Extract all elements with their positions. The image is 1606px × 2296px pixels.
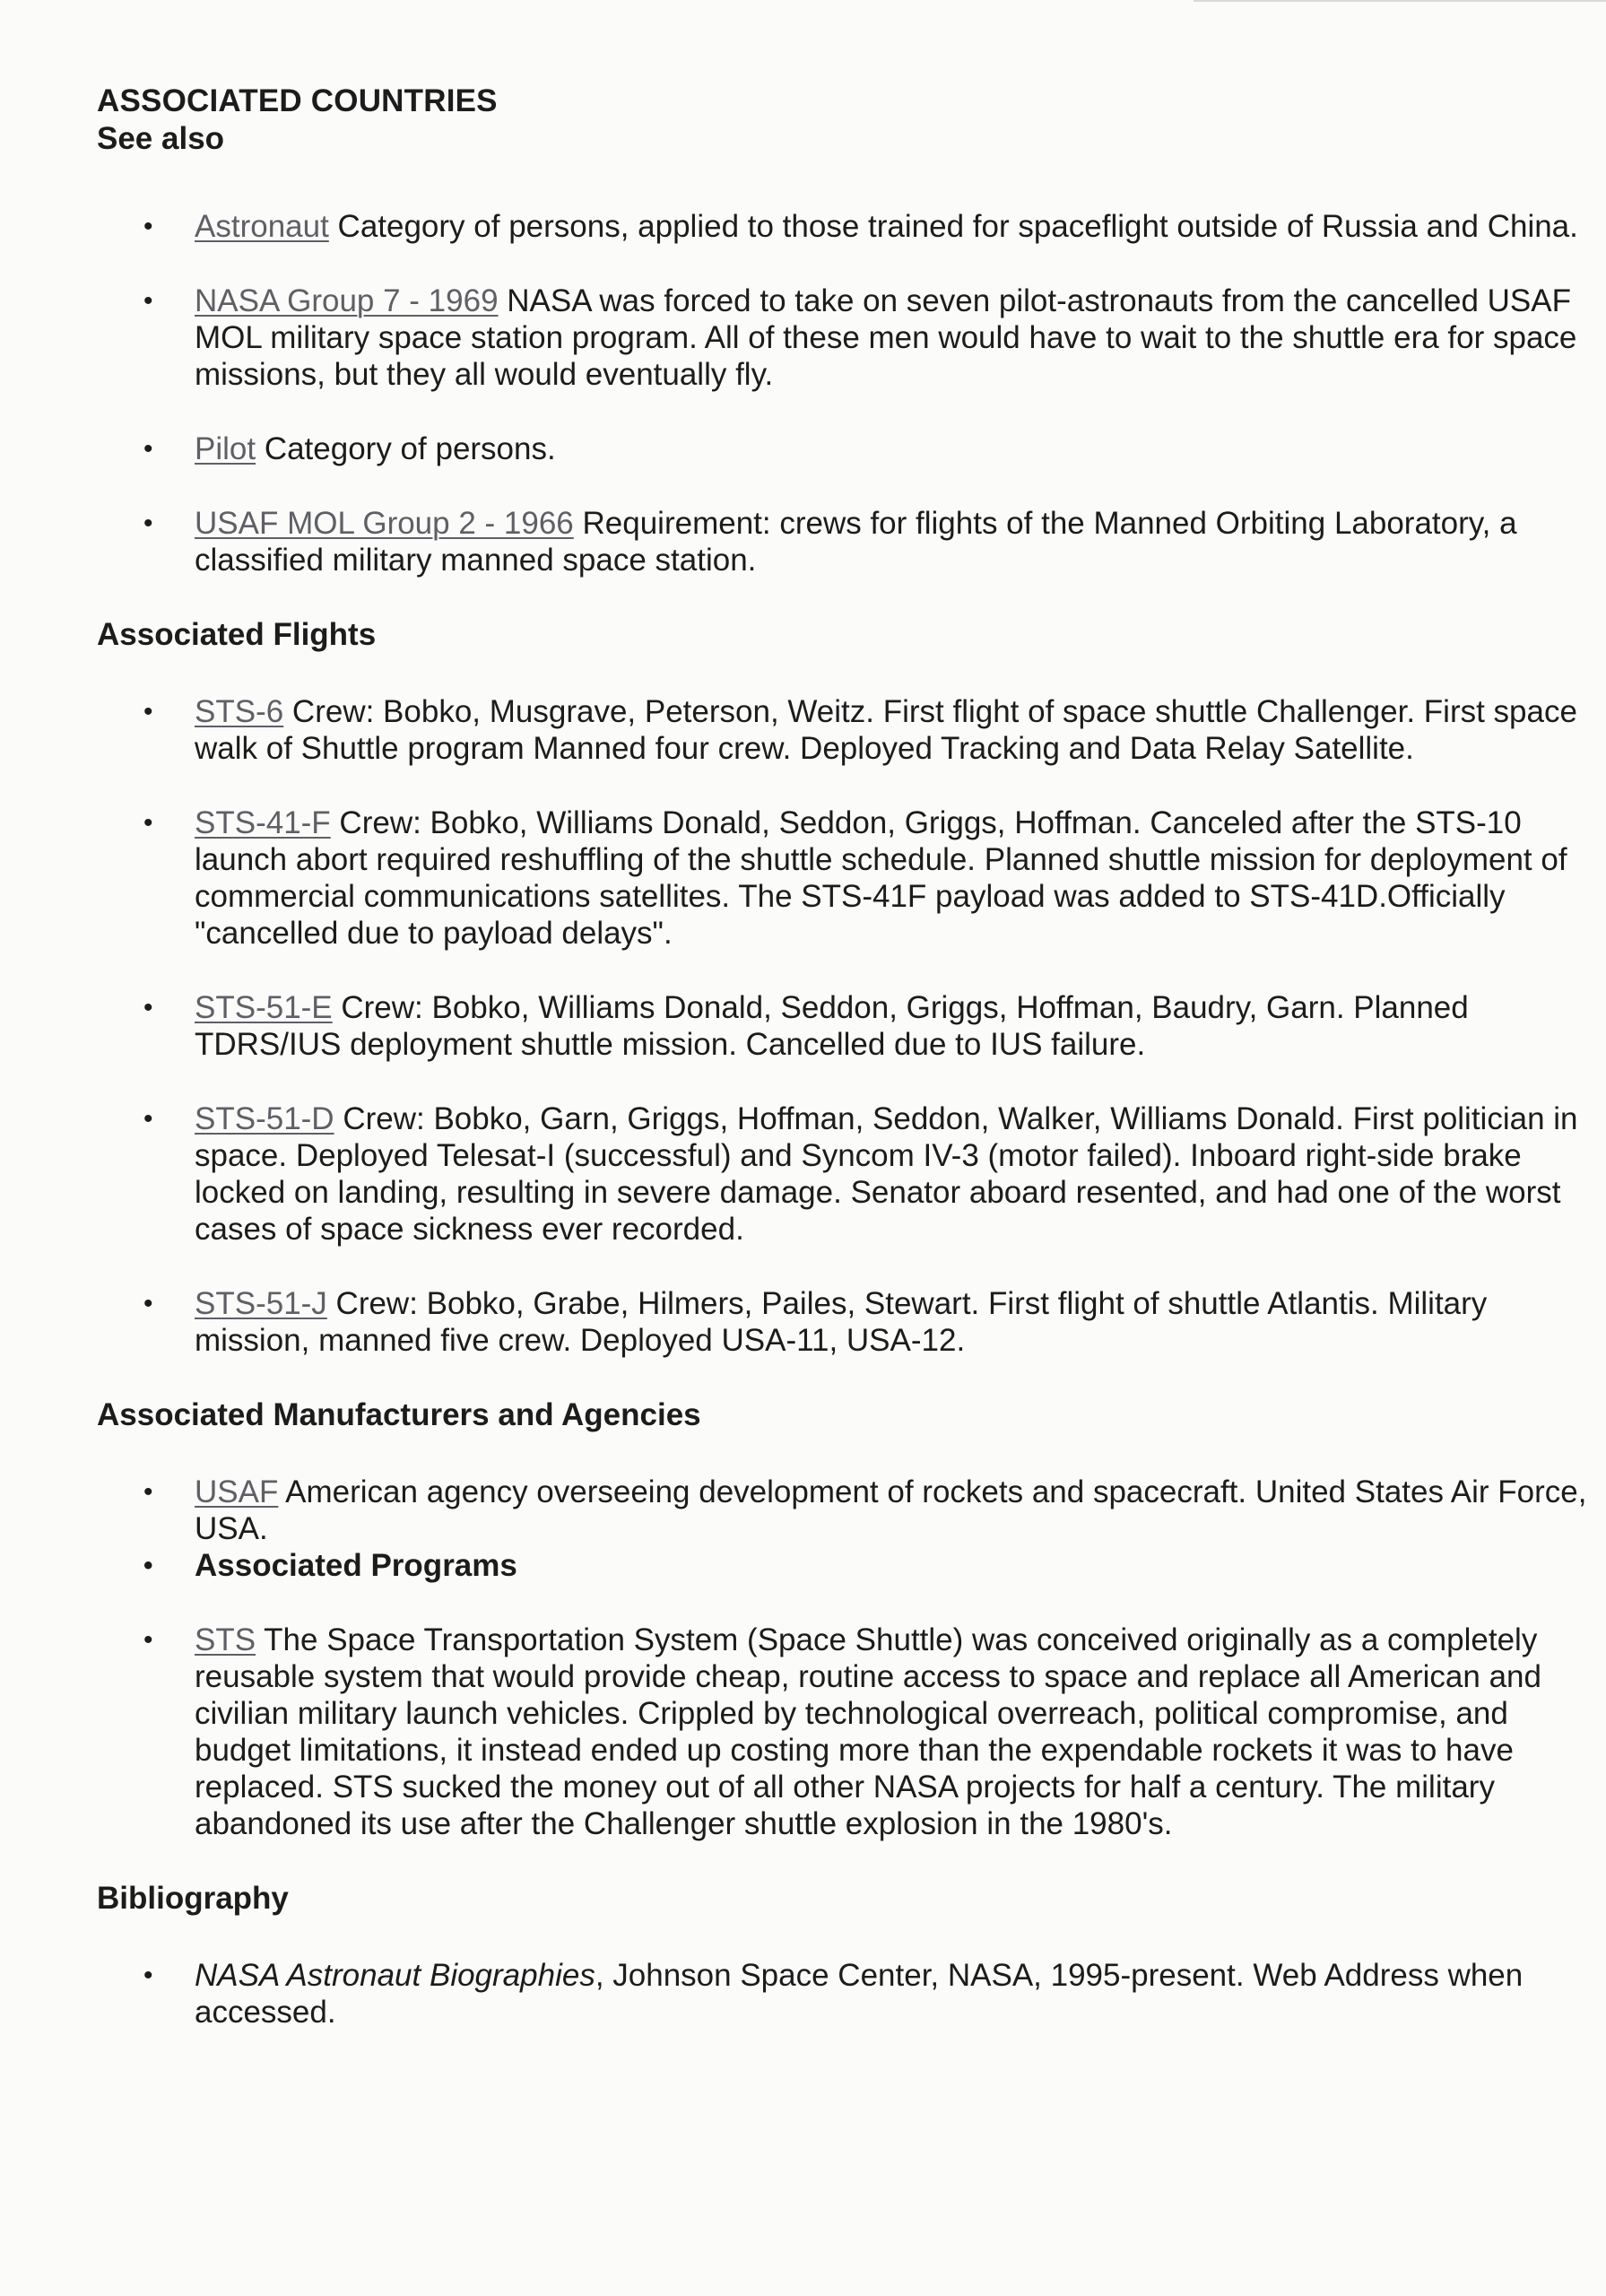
list-item bbox=[97, 283, 1593, 393]
reference-details: , Johnson Space Center, NASA, 1995-present. Web Address when accessed. bbox=[195, 1958, 1524, 2030]
astronaut-link[interactable]: Astronaut bbox=[195, 209, 329, 244]
list-item bbox=[97, 430, 1593, 467]
flights-list bbox=[97, 693, 1578, 1359]
sts-6-link[interactable]: STS-6 bbox=[195, 694, 284, 729]
list-item bbox=[97, 1957, 1593, 2031]
see-also-heading: See also bbox=[97, 121, 225, 156]
document-content bbox=[97, 83, 1587, 2031]
list-item bbox=[97, 1100, 1593, 1248]
list-item-text: The Space Transportation System (Space Shuttle) was conceived originally as a completely reusable system that would provide cheap, routine access to space and replace all American and civilian military launch vehicles. Crippled by technological overreach, political compromise, and budget limitations, it instead ended up costing more than the expendable rockets it was to have replaced. STS sucked the money out of all other NASA projects for half a century. The military abandoned its use after the Challenger shuttle explosion in the 1980's. bbox=[195, 1622, 1541, 1841]
list-item-text: Category of persons, applied to those trained for spaceflight outside of Russia and China. bbox=[328, 209, 1578, 244]
list-item bbox=[97, 693, 1593, 767]
bibliography-list bbox=[97, 1957, 1532, 2031]
sts-41-f-link[interactable]: STS-41-F bbox=[195, 805, 331, 840]
list-item-text: Category of persons. bbox=[256, 431, 556, 466]
list-item-text: American agency overseeing development of rockets and spacecraft. United States Air Force, USA. bbox=[195, 1474, 1587, 1546]
page-title: ASSOCIATED COUNTRIES bbox=[97, 83, 498, 118]
bibliography-heading: Bibliography bbox=[97, 1881, 289, 1916]
list-item bbox=[97, 1285, 1593, 1359]
associated-programs-label: • Associated Programs bbox=[97, 1547, 1593, 1584]
list-item-text: Crew: Bobko, Williams Donald, Seddon, Griggs, Hoffman, Baudry, Garn. Planned TDRS/IUS deployment shuttle mission. Cancelled due to IUS failure. bbox=[195, 990, 1469, 1062]
sts-51-e-link[interactable]: STS-51-E bbox=[195, 990, 333, 1025]
list-item bbox=[97, 804, 1593, 952]
list-item bbox=[97, 989, 1593, 1063]
top-rule bbox=[1194, 0, 1606, 2]
list-item-text: Requirement: crews for flights of the Manned Orbiting Laboratory, a classified military manned space station. bbox=[195, 506, 1517, 578]
pilot-link[interactable]: Pilot bbox=[195, 431, 256, 466]
list-item-text: Crew: Bobko, Williams Donald, Seddon, Griggs, Hoffman. Canceled after the STS-10 launch abort required reshuffling of the shuttle schedule. Planned shuttle mission for deployment of commercial communications satellites. The STS-41F payload was added to STS-41D.Officially "cancelled due to payload delays". bbox=[195, 805, 1567, 951]
list-item-text: Crew: Bobko, Garn, Griggs, Hoffman, Seddon, Walker, Williams Donald. First politician in space. Deployed Telesat-I (successful) and Syncom IV-3 (motor failed). Inboard right-side brake locked on landing, resulting in severe damage. Senator aboard resented, and had one of the worst cases of space sickness ever recorded. bbox=[195, 1101, 1578, 1247]
list-item bbox=[97, 505, 1593, 578]
list-item bbox=[97, 1474, 1593, 1547]
list-item bbox=[97, 208, 1593, 245]
manufacturers-list bbox=[97, 1474, 1587, 1842]
sts-51-j-link[interactable]: STS-51-J bbox=[195, 1286, 327, 1321]
nasa-group-7-link[interactable]: NASA Group 7 - 1969 bbox=[195, 283, 499, 318]
list-item-text: Crew: Bobko, Musgrave, Peterson, Weitz. First flight of space shuttle Challenger. First space walk of Shuttle program Manned four crew. Deployed Tracking and Data Relay Satellite. bbox=[195, 694, 1577, 766]
list-item bbox=[97, 1622, 1593, 1842]
usaf-mol-group-2-link[interactable]: USAF MOL Group 2 - 1966 bbox=[195, 506, 574, 541]
sts-51-d-link[interactable]: STS-51-D bbox=[195, 1101, 334, 1136]
list-item-text: Crew: Bobko, Grabe, Hilmers, Pailes, Stewart. First flight of shuttle Atlantis. Military mission, manned five crew. Deployed USA-11, USA-12. bbox=[195, 1286, 1488, 1358]
usaf-link[interactable]: USAF bbox=[195, 1474, 279, 1509]
sts-link[interactable]: STS bbox=[195, 1622, 256, 1657]
list-item-text: NASA was forced to take on seven pilot-astronauts from the cancelled USAF MOL military space station program. All of these men would have to wait to the shuttle era for space missions, but they all would eventually fly. bbox=[195, 283, 1577, 392]
see-also-list bbox=[97, 208, 1578, 578]
reference-title: NASA Astronaut Biographies bbox=[195, 1958, 595, 1993]
manufacturers-heading: Associated Manufacturers and Agencies bbox=[97, 1397, 701, 1432]
flights-heading: Associated Flights bbox=[97, 617, 377, 652]
